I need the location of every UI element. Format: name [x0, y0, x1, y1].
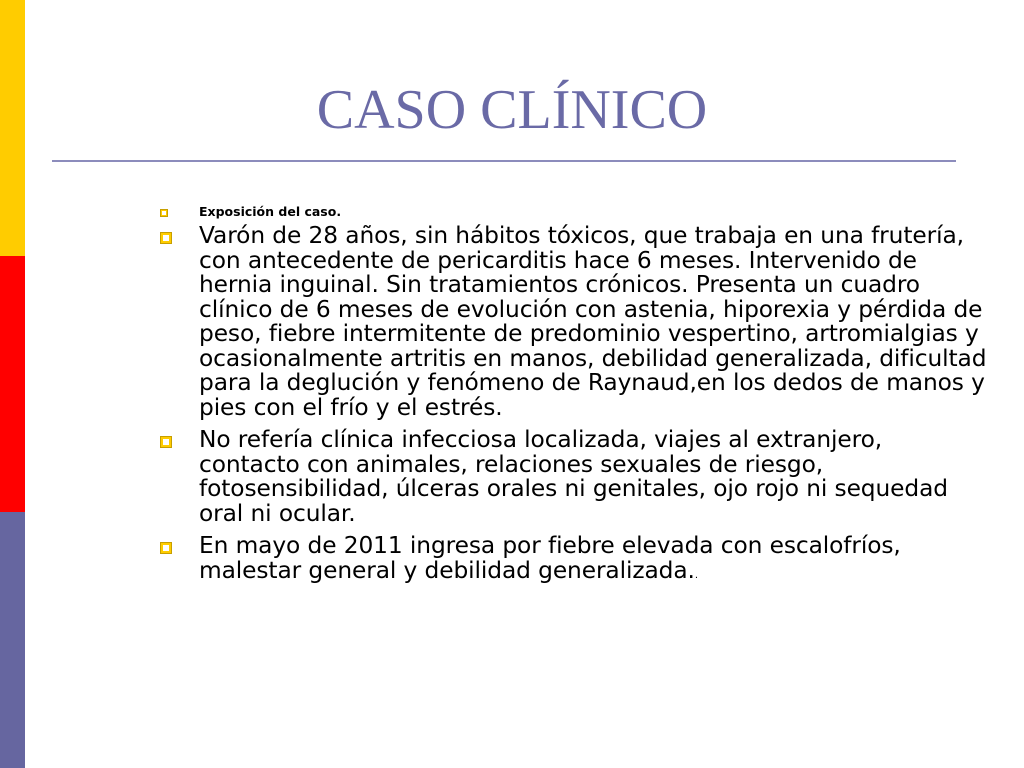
bullet-item-ingreso — [158, 534, 988, 588]
slide-title: CASO CLÍNICO — [316, 79, 708, 141]
bullet-text: En mayo de 2011 ingresa por fiebre elevada con escalofríos, malestar general y debilidad generalizada. — [199, 532, 901, 584]
bullet-text: No refería clínica infecciosa localizada, viajes al extranjero, contacto con animales, relaciones sexuales de riesgo, fotosensibilidad, úlceras orales ni genitales, ojo rojo ni sequedad oral ni ocular. — [199, 426, 948, 527]
title-underline — [52, 160, 956, 162]
bullet-item-exposicion — [158, 204, 988, 220]
bullet-trailing-period: . — [694, 569, 698, 581]
square-bullet-icon — [160, 232, 172, 244]
bullet-item-antecedentes-negativos — [158, 428, 988, 526]
bullet-list — [158, 204, 988, 596]
square-bullet-icon — [160, 542, 172, 554]
decorative-stripe-blue — [0, 512, 25, 768]
bullet-item-presentacion — [158, 224, 988, 420]
bullet-text: Exposición del caso. — [199, 204, 342, 219]
decorative-stripe-red — [0, 256, 25, 512]
square-bullet-icon — [160, 436, 172, 448]
square-bullet-icon — [160, 209, 168, 217]
bullet-text: Varón de 28 años, sin hábitos tóxicos, que trabaja en una frutería, con antecedente de pericarditis hace 6 meses. Intervenido de hernia inguinal. Sin tratamientos crónicos. Presenta un cuadro clínico de 6 meses de evolución con astenia, hiporexia y pérdida de peso, fiebre intermitente de predominio vespertino, artromialgias y ocasionalmente artritis en manos, debilidad generalizada, dificultad para la deglución y fenómeno de Raynaud,en los dedos de manos y pies con el frío y el estrés. — [199, 222, 987, 421]
